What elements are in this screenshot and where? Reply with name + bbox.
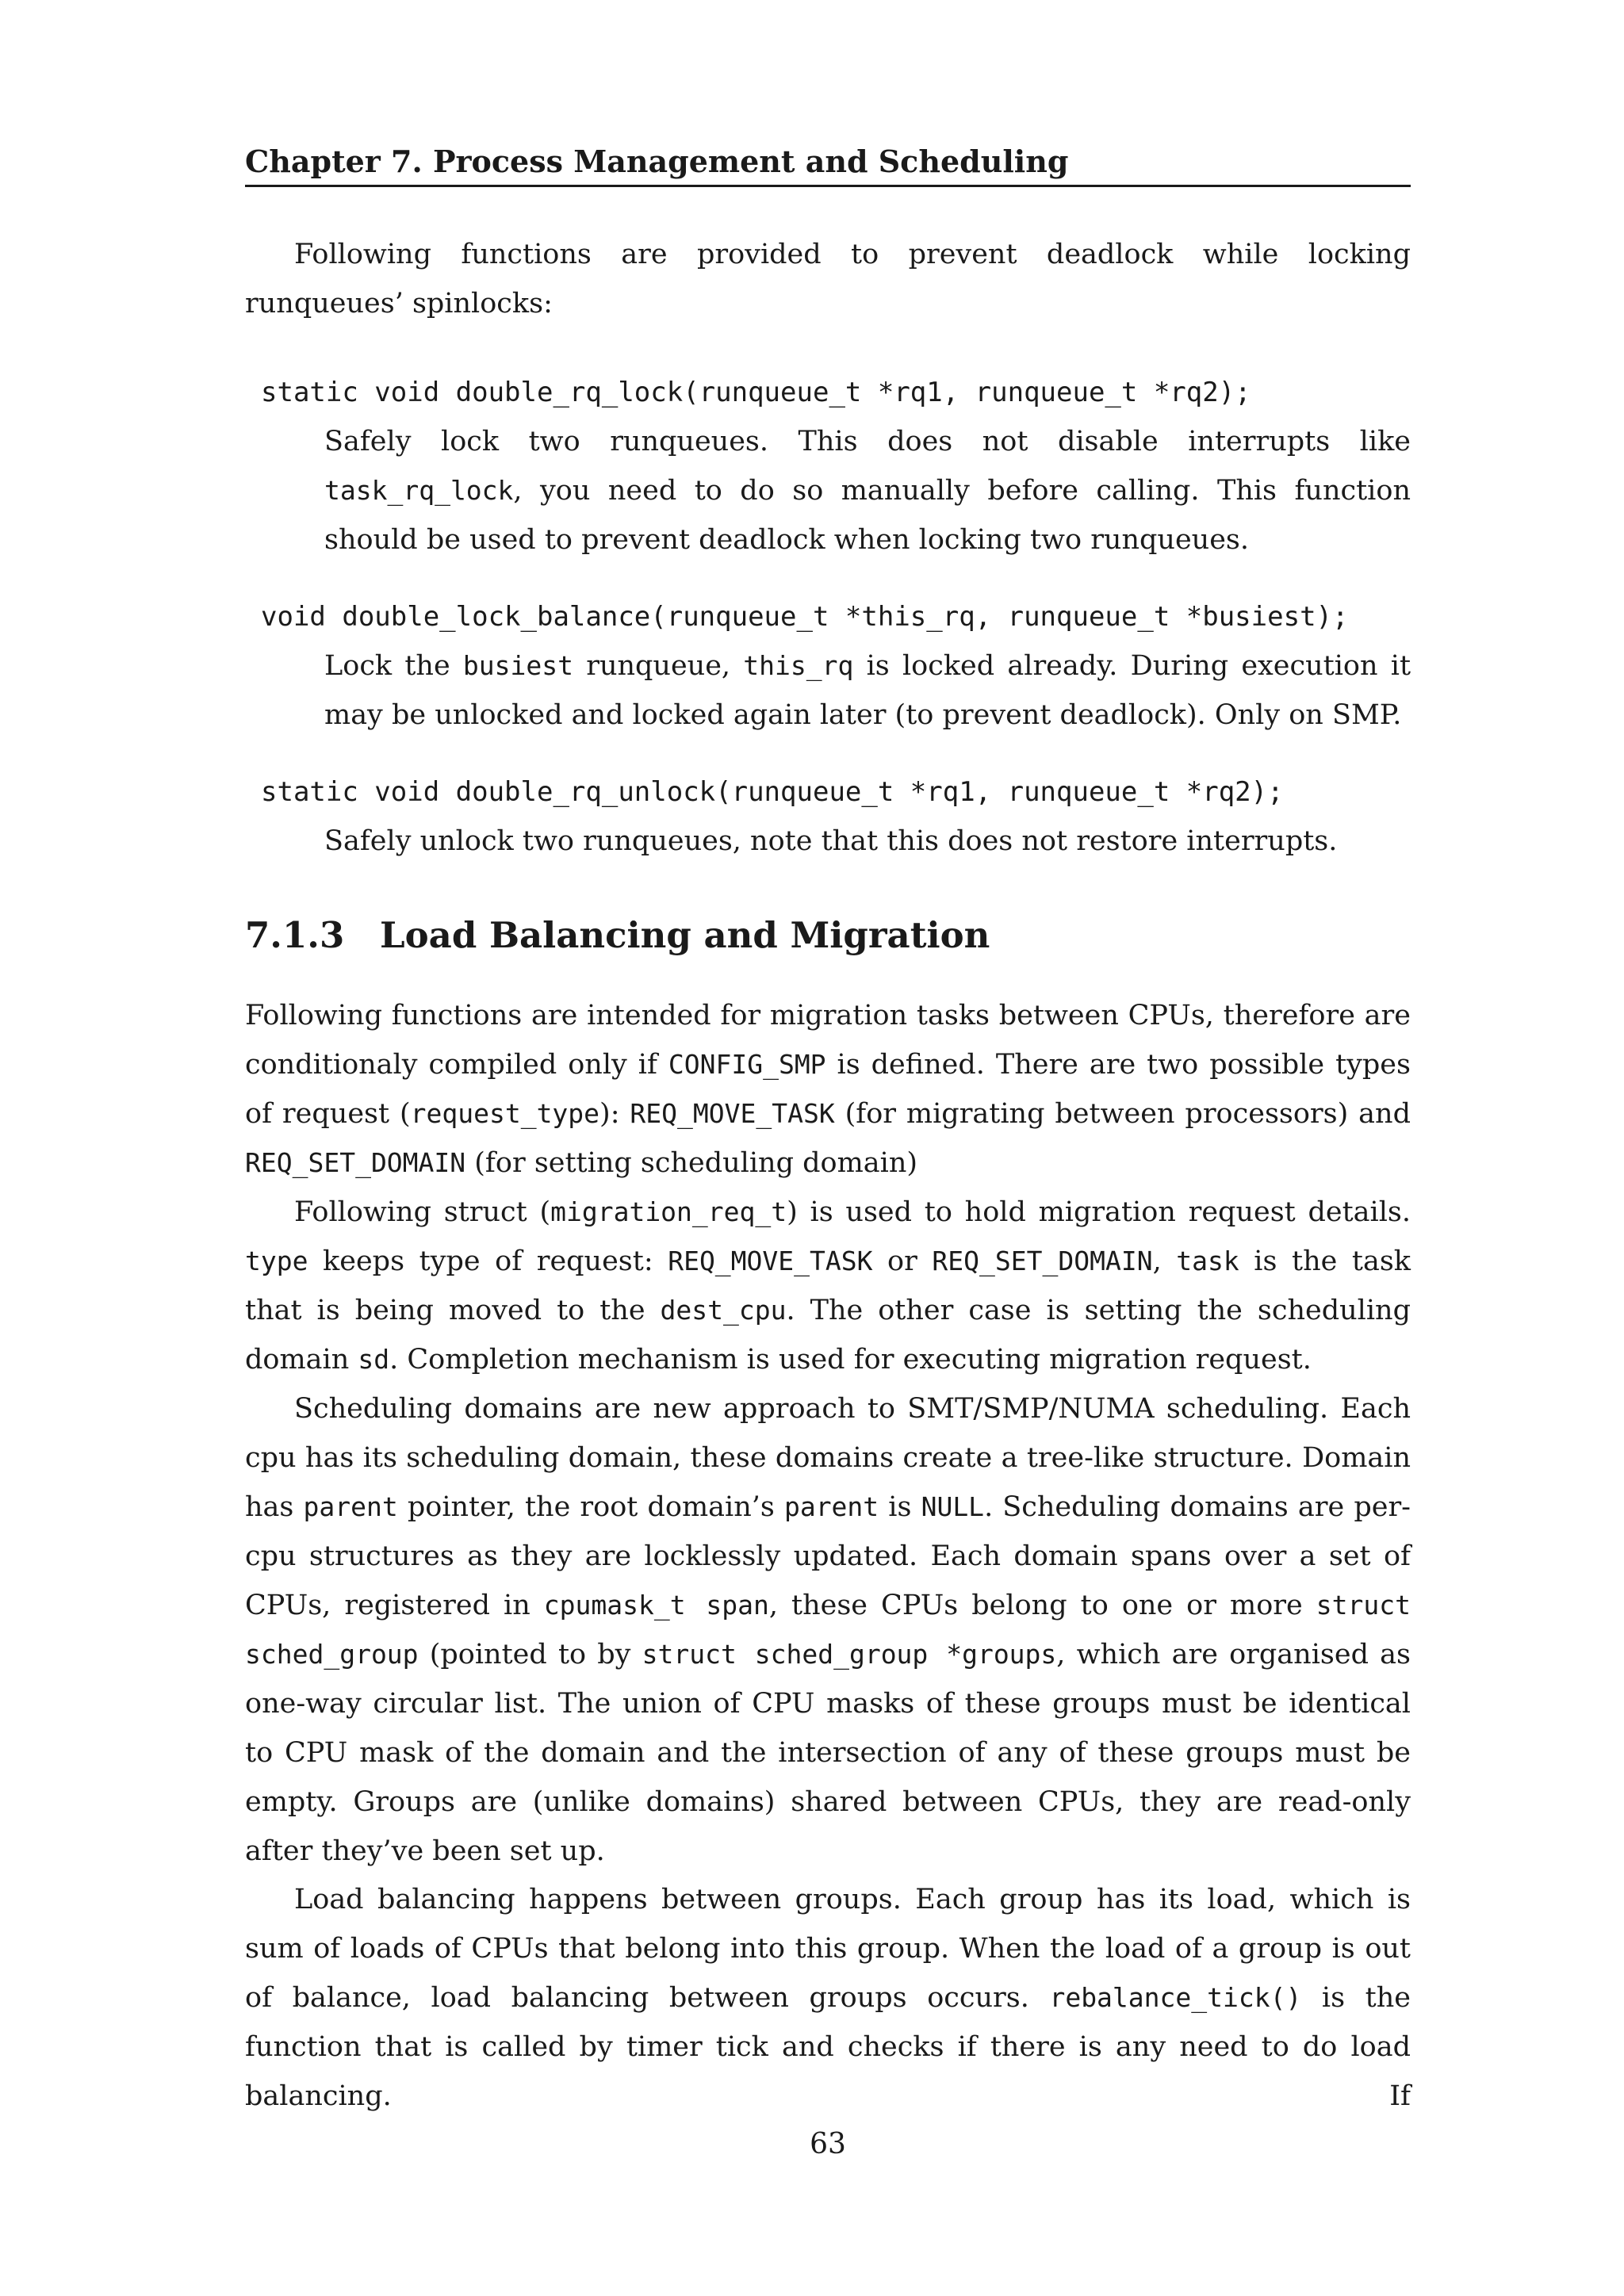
body-text: is: [879, 1491, 921, 1523]
paragraph-scheduling-domains: [245, 1384, 1411, 1876]
inline-code: sd: [358, 1344, 390, 1375]
body-text: . Scheduling domains are per-cpu structures as they are locklessly updated. Each domain spans over a set of CPUs, registered in: [245, 1491, 1411, 1621]
body-text: Scheduling domains are new approach to SMT/SMP/NUMA scheduling. Each cpu has its scheduling domain, these domains create a tree-like structure. Domain has: [245, 1393, 1411, 1523]
body-text: ):: [599, 1098, 630, 1130]
function-signature-double-rq-lock: static void double_rq_lock(runqueue_t *rq1, runqueue_t *rq2);: [261, 377, 1251, 408]
body-text: is defined. There are two possible types of request (: [245, 1049, 1411, 1130]
paragraph-migration-struct: [245, 1188, 1411, 1384]
inline-code: type: [245, 1246, 308, 1276]
body-text: . The other case is setting the scheduling domain: [245, 1295, 1411, 1376]
function-description-double-rq-lock: [324, 417, 1411, 564]
body-text: is the task that is being moved to the: [245, 1246, 1411, 1326]
inline-code: REQ_SET_DOMAIN: [932, 1246, 1153, 1276]
inline-code: migration_req_t: [550, 1196, 787, 1227]
body-text: or: [872, 1246, 933, 1277]
function-description-double-rq-unlock: Safely unlock two runqueues, note that this does not restore interrupts.: [324, 825, 1338, 857]
inline-code: REQ_MOVE_TASK: [668, 1246, 873, 1276]
inline-code: REQ_MOVE_TASK: [630, 1098, 835, 1129]
body-text: pointer, the root domain’s: [397, 1491, 784, 1523]
function-signature-double-rq-unlock: static void double_rq_unlock(runqueue_t *rq1, runqueue_t *rq2);: [261, 776, 1284, 808]
inline-code: parent: [303, 1491, 398, 1522]
inline-code: cpumask_t span: [543, 1590, 769, 1621]
inline-code: this_rq: [743, 650, 854, 681]
inline-code: struct sched_group: [245, 1590, 1411, 1670]
body-text: Following functions are intended for migration tasks between CPUs, therefore are conditionaly compiled only if: [245, 1000, 1411, 1081]
section-number: 7.1.3: [245, 914, 345, 956]
desc-text: runqueue,: [573, 650, 744, 682]
desc-text: is locked already. During execution it may be unlocked and locked again later (to prevent deadlock). Only on SMP.: [324, 650, 1411, 731]
body-text: Following struct (: [294, 1196, 551, 1228]
body-text: , which are organised as one-way circular list. The union of CPU masks of these groups must be identical to CPU mask of the domain and the intersection of any of these groups must be empty. Groups are (unlike domains) shared between CPUs, they are read-only after they’ve been set up.: [245, 1639, 1411, 1867]
body-text: ) is used to hold migration request details.: [787, 1196, 1411, 1228]
intro-paragraph: Following functions are provided to prevent deadlock while locking runqueues’ spinlocks:: [245, 239, 1411, 320]
paragraph-load-balancing: [245, 1875, 1411, 2121]
body-text: keeps type of request:: [308, 1246, 668, 1277]
body-text: Load balancing happens between groups. Each group has its load, which is sum of loads of CPUs that belong into this group. When the load of a group is out of balance, load balancing between groups occurs.: [245, 1884, 1411, 2014]
running-head: Chapter 7. Process Management and Scheduling: [245, 144, 1069, 179]
inline-code: NULL: [921, 1491, 985, 1522]
section-title-text: Load Balancing and Migration: [380, 914, 990, 956]
section-heading: [245, 912, 1411, 959]
body-text: . Completion mechanism is used for executing migration request.: [389, 1344, 1312, 1376]
inline-code: task: [1176, 1246, 1239, 1276]
body-text: (pointed to by: [418, 1639, 642, 1670]
desc-text: , you need to do so manually before calling. This function should be used to prevent deadlock when locking two runqueues.: [324, 475, 1411, 556]
body-text: (for setting scheduling domain): [465, 1147, 918, 1179]
desc-text: Lock the: [324, 650, 463, 682]
desc-text: Safely lock two runqueues. This does not disable interrupts like: [324, 426, 1411, 457]
inline-code: CONFIG_SMP: [668, 1049, 826, 1080]
inline-code: busiest: [462, 650, 573, 681]
header-rule: [245, 185, 1411, 187]
inline-code: request_type: [410, 1098, 600, 1129]
inline-code: REQ_SET_DOMAIN: [245, 1147, 466, 1178]
inline-code: rebalance_tick(): [1049, 1982, 1302, 2013]
inline-code: parent: [783, 1491, 879, 1522]
body-text: (for migrating between processors) and: [834, 1098, 1411, 1130]
inline-code: dest_cpu: [660, 1295, 787, 1326]
body-text: ,: [1152, 1246, 1177, 1277]
page-number: 63: [810, 2128, 846, 2160]
document-page: [245, 0, 1411, 2296]
body-text: is the function that is called by timer tick and checks if there is any need to do load balancing. If: [245, 1982, 1411, 2112]
inline-code: struct sched_group *groups: [642, 1639, 1057, 1670]
function-description-double-lock-balance: [324, 641, 1411, 740]
inline-code: task_rq_lock: [324, 475, 514, 506]
body-text: , these CPUs belong to one or more: [768, 1590, 1316, 1621]
paragraph-migration-intro: [245, 991, 1411, 1188]
function-signature-double-lock-balance: void double_lock_balance(runqueue_t *this_rq, runqueue_t *busiest);: [261, 601, 1349, 633]
